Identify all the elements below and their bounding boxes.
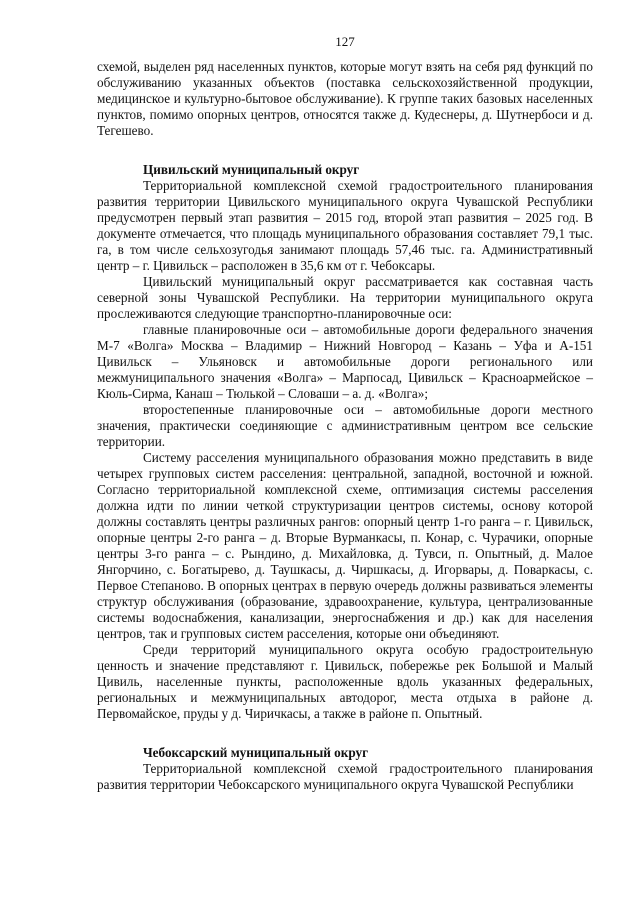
paragraph-cheboksarsky-scheme: Территориальной комплексной схемой градостроительного планирования развития территории Чебоксарского муниципального округа Чувашской Республики xyxy=(97,761,593,792)
document-page xyxy=(97,34,593,793)
paragraph-urban-value: Среди территорий муниципального округа особую градостроительную ценность и значение представляют г. Цивильск, побережье рек Большой и Малый Цивиль, населенные пункты, расположенные вдоль указанных федеральных, региональных и межмуниципальных автодорог, места отдыха в районе д. Первомайское, пруды у д. Чиричкасы, а также в районе п. Опытный. xyxy=(97,642,593,721)
paragraph-tsivilsky-zone: Цивильский муниципальный округ рассматривается как составная часть северной зоны Чувашской Республики. На территории муниципального округа прослеживаются следующие транспортно-планировочные оси: xyxy=(97,274,593,321)
paragraph-secondary-axes: второстепенные планировочные оси – автомобильные дороги местного значения, практически соединяющие с административным центром все сельские территории. xyxy=(97,402,593,449)
section-heading-tsivilsky: Цивильский муниципальный округ xyxy=(143,162,360,177)
section-heading-cheboksarsky: Чебоксарский муниципальный округ xyxy=(143,745,369,760)
paragraph-settlement-system: Систему расселения муниципального образования можно представить в виде четырех групповых систем расселения: центральной, западной, восточной и южной. Согласно территориальной комплексной схеме, оптимизация системы расселения должна идти по линии четкой структуризации центров системы, основу которой должны составлять центры различных рангов: опорный центр 1-го ранга – г. Цивильск, опорные центры 2-го ранга – д. Вторые Вурманкасы, п. Конар, с. Чурачики, опорные центры 3-го ранга – с. Рындино, д. Михайловка, д. Тувси, п. Опытный, д. Малое Янгорчино, с. Богатырево, д. Таушкасы, д. Чиршкасы, д. Игорвары, д. Поваркасы, с. Первое Степаново. В опорных центрах в первую очередь должны развиваться элементы структур обслуживания (образование, здравоохранение, культура, централизованные системы водоснабжения, канализации, энергоснабжения и др.) как для населения центров, так и групповых систем расселения, которые они объединяют. xyxy=(97,450,593,641)
paragraph-intro-continuation: схемой, выделен ряд населенных пунктов, которые могут взять на себя ряд функций по обслуживанию указанных объектов (поставка сельскохозяйственной продукции, медицинское и культурно-бытовое обслуживание). К группе таких базовых населенных пунктов, помимо опорных центров, относятся также д. Кудеснеры, д. Шутнербоси и д. Тегешево. xyxy=(97,59,593,138)
page-number: 127 xyxy=(335,34,355,49)
paragraph-main-axes: главные планировочные оси – автомобильные дороги федерального значения М-7 «Волга» Москва – Владимир – Нижний Новгород – Казань – Уфа и А-151 Цивильск – Ульяновск и автомобильные дороги регионального или межмуниципального значения «Волга» – Марпосад, Цивильск – Красноармейское – Кюль-Сирма, Канаш – Тюлькой – Словаши – а. д. «Волга»; xyxy=(97,322,593,401)
paragraph-tsivilsky-scheme: Территориальной комплексной схемой градостроительного планирования развития территории Цивильского муниципального округа Чувашской Республики предусмотрен первый этап развития – 2015 год, второй этап развития – 2025 год. В документе отмечается, что площадь муниципального образования составляет 79,1 тыс. га, в том числе сельхозугодья занимают площадь 57,46 тыс. га. Административный центр – г. Цивильск – расположен в 35,6 км от г. Чебоксары. xyxy=(97,178,593,273)
